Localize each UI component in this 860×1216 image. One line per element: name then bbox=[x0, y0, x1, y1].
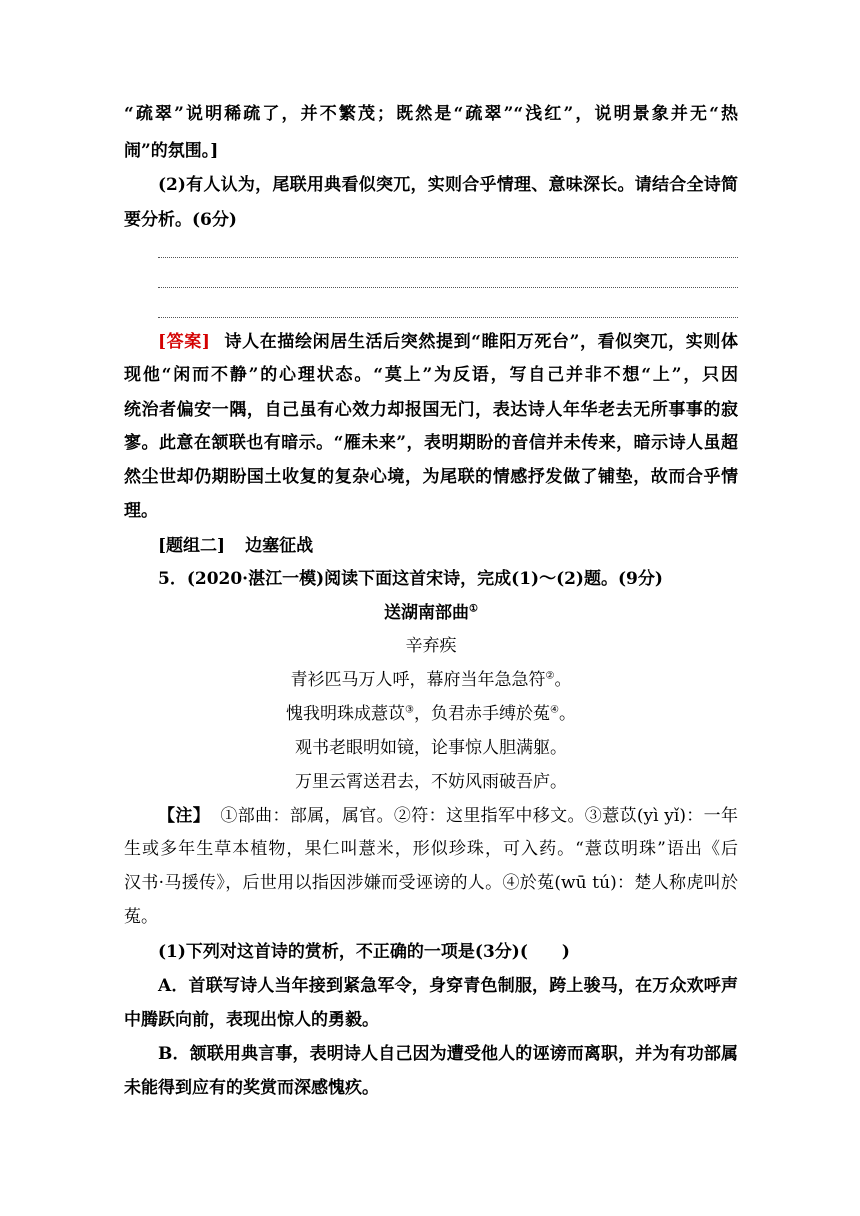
footnote-marker: ② bbox=[545, 670, 555, 682]
footnote-marker: ③ bbox=[405, 704, 414, 716]
group-label: [题组二] bbox=[158, 536, 226, 556]
question-2-stem: 要分析。(6分) bbox=[124, 210, 237, 230]
footnote-marker: ④ bbox=[550, 704, 559, 716]
notes-line: 菟。 bbox=[124, 907, 158, 927]
notes-line: 汉书·马援传》，后世用以指因涉嫌而受诬谤的人。④於菟(wū tú)：楚人称虎叫於 bbox=[124, 873, 738, 893]
notes-text: ①部曲：部属，属官。②符：这里指军中移文。③薏苡(yì yǐ)：一年 bbox=[220, 806, 739, 826]
option-a: 中腾跃向前，表现出惊人的勇毅。 bbox=[124, 1010, 379, 1030]
answer-blank-line bbox=[158, 317, 738, 318]
answer-line: 然尘世却仍期盼国土收复的复杂心境，为尾联的情感抒发做了铺垫，故而合乎情 bbox=[124, 467, 738, 487]
answer-blank-line bbox=[158, 257, 738, 258]
notes-line bbox=[158, 805, 738, 827]
poem-title: 送湖南部曲① bbox=[384, 603, 478, 623]
option-b: 未能得到应有的奖赏而深感愧疚。 bbox=[124, 1078, 379, 1098]
question-2-stem: (2)有人认为，尾联用典看似突兀，实则合乎情理、意味深长。请结合全诗简 bbox=[158, 175, 738, 195]
question-5-intro: 5．(2020·湛江一模)阅读下面这首宋诗，完成(1)～(2)题。(9分) bbox=[158, 569, 663, 589]
poem-line: 青衫匹马万人呼，幕府当年急急符②。 bbox=[290, 670, 572, 690]
poem-line: 观书老眼明如镜，论事惊人胆满躯。 bbox=[295, 738, 567, 758]
continuation-line: 闹”的氛围。] bbox=[124, 141, 219, 161]
option-a: A．首联写诗人当年接到紧急军令，身穿青色制服，跨上骏马，在万众欢呼声 bbox=[158, 976, 738, 996]
option-b: B．颔联用典言事，表明诗人自己因为遭受他人的诬谤而离职，并为有功部属 bbox=[158, 1044, 738, 1064]
footnote-marker: ① bbox=[469, 603, 478, 615]
answer-tag: [答案] bbox=[158, 332, 210, 352]
notes-label: 【注】 bbox=[158, 806, 211, 826]
answer-blank-line bbox=[158, 287, 738, 288]
answer-line: 寥。此意在颔联也有暗示。“雁未来”，表明期盼的音信并未传来，暗示诗人虽超 bbox=[124, 433, 738, 453]
notes-line: 生或多年生草本植物，果仁叫薏米，形似珍珠，可入药。“薏苡明珠”语出《后 bbox=[124, 839, 738, 859]
poem-line: 万里云霄送君去，不妨风雨破吾庐。 bbox=[295, 772, 567, 792]
poem-line: 愧我明珠成薏苡③，负君赤手缚於菟④。 bbox=[286, 704, 576, 724]
poem-author: 辛弃疾 bbox=[405, 636, 457, 656]
answer-text: 诗人在描绘闲居生活后突然提到“睢阳万死台”，看似突兀，实则体 bbox=[223, 332, 738, 352]
question-5-1-stem: (1)下列对这首诗的赏析，不正确的一项是(3分)( ) bbox=[158, 942, 570, 962]
continuation-line: “疏翠”说明稀疏了，并不繁茂；既然是“疏翠”“浅红”，说明景象并无“热 bbox=[124, 104, 738, 124]
answer-line bbox=[158, 331, 738, 353]
answer-line: 现他“闲而不静”的心理状态。“莫上”为反语，写自己并非不想“上”，只因 bbox=[124, 365, 738, 385]
group-heading bbox=[158, 535, 738, 557]
group-title: 边塞征战 bbox=[245, 536, 314, 556]
answer-line: 统治者偏安一隅，自己虽有心效力却报国无门，表达诗人年华老去无所事事的寂 bbox=[124, 400, 738, 420]
answer-line: 理。 bbox=[124, 501, 158, 521]
